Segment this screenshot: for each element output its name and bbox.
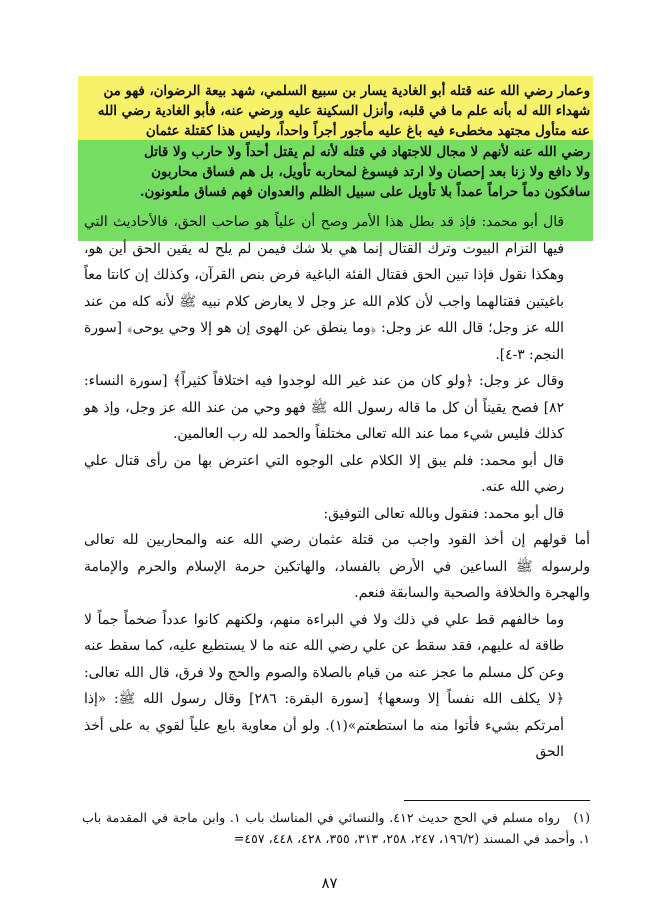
highlight-line: وعمار رضي الله عنه قتله أبو الغادية يسار بن سبيع السلمي، شهد بيعة الرضوان، فهو من [103,84,590,99]
footnote-separator [404,800,590,801]
highlight-line: سافكون دماً حراماً عمداً بلا تأويل على سبيل الظلم والعدوان فهم فساق ملعونون. [139,185,590,201]
paragraph: قال أبو محمد: فإذ قد بطل هذا الأمر وصح أن علياً هو صاحب الحق، فالأحاديث التي فيها التزام البيوت وترك القتال إنما هي بلا شك فيمن لم يلح له يقين الحق أين هو، وهكذا نقول فإذا تبين الحق فقتال الفئة الباغية فرض بنص القرآن، وكذلك إن كانتا معاً باغيتين فقتالهما واجب لأن كلام الله عز وجل لا يعارض كلام نبيه ﷺ لأنه كله من عند الله عز وجل؛ قال الله عز وجل: ﴿وما ينطق عن الهوى إن هو إلا وحي يوحى﴾ [سورة النجم: ٣-٤]. [84,214,564,363]
footnote-number: (١) [573,810,591,825]
footnote [82,807,590,849]
main-text [84,82,590,766]
body-text [84,209,590,766]
highlight-line: ولا دافع ولا زنا بعد إحصان ولا ارتد فيسوغ لمحاربه تأويل، بل هم فساق محاربون [151,164,590,180]
paragraph: وقال عز وجل: ﴿ولو كان من عند غير الله لوجدوا فيه اختلافاً كثيراً﴾ [سورة النساء: ٨٢] فصح يقيناً أن كل ما قاله رسول الله ﷺ فهو وحي من عند الله عز وجل، وإذ هو كذلك فليس شيء مما عند الله تعالى مختلفاً والحمد لله رب العالمين. [84,373,564,443]
paragraph: قال أبو محمد: فنقول وبالله تعالى التوفيق: [323,505,564,522]
paragraph: أما قولهم إن أخذ القود واجب من قتلة عثمان رضي الله عنه والمحاربين لله تعالى ولرسوله ﷺ الساعين في الأرض بالفساد، والهاتكين حرمة الإسلام والحرم والإمامة والهجرة والخلافة والصحبة والسابقة فنعم. [84,532,590,602]
paragraph: وما خالفهم قط علي في ذلك ولا في البراءة منهم، ولكنهم كانوا عدداً ضخماً جماً لا طاقة له عليهم، فقد سقط عن علي رضي الله عنه ما لا يستطيع عليه، كما سقط عنه وعن كل مسلم ما عجز عنه من قيام بالصلاة والصوم والحج ولا فرق، قال الله تعالى: ﴿لا يكلف الله نفساً إلا وسعها﴾ [سورة البقرة: ٢٨٦] وقال رسول الله ﷺ: «إذا أمرتكم بشيء فأتوا منه ما استطعتم»(١). ولو أن معاوية بايع علياً لقوي به على أخذ الحق [84,611,564,761]
highlighted-passage [84,82,590,203]
highlight-line: شهداء الله له بأنه علم ما في قلبه، وأنزل السكينة عليه ورضي عنه، فأبو الغادية رضي الله [97,104,590,120]
highlight-line: عنه متأول مجتهد مخطىء فيه باغ عليه مأجور أجراً واحداً، وليس هذا كقتلة عثمان [145,124,590,140]
page-number: ٨٧ [321,874,338,892]
footnote-text: رواه مسلم في الحج حديث ٤١٢. والنسائي في المناسك باب ١. وابن ماجة في المقدمة باب ١. وأحمد في المسند (١٩٦/٢، ٢٤٧، ٢٥٨، ٣١٣، ٣٥٥، ٤٢٨، ٤٤٨، ٤٥٧= [82,810,590,846]
highlight-line: رضي الله عنه لأنهم لا مجال للاجتهاد في قتله لأنه لم يقتل أحداً ولا حارب ولا قاتل [144,144,590,160]
paragraph: قال أبو محمد: فلم يبق إلا الكلام على الوجوه التي اعترض بها من رأى قتال علي رضي الله عنه. [84,452,564,496]
